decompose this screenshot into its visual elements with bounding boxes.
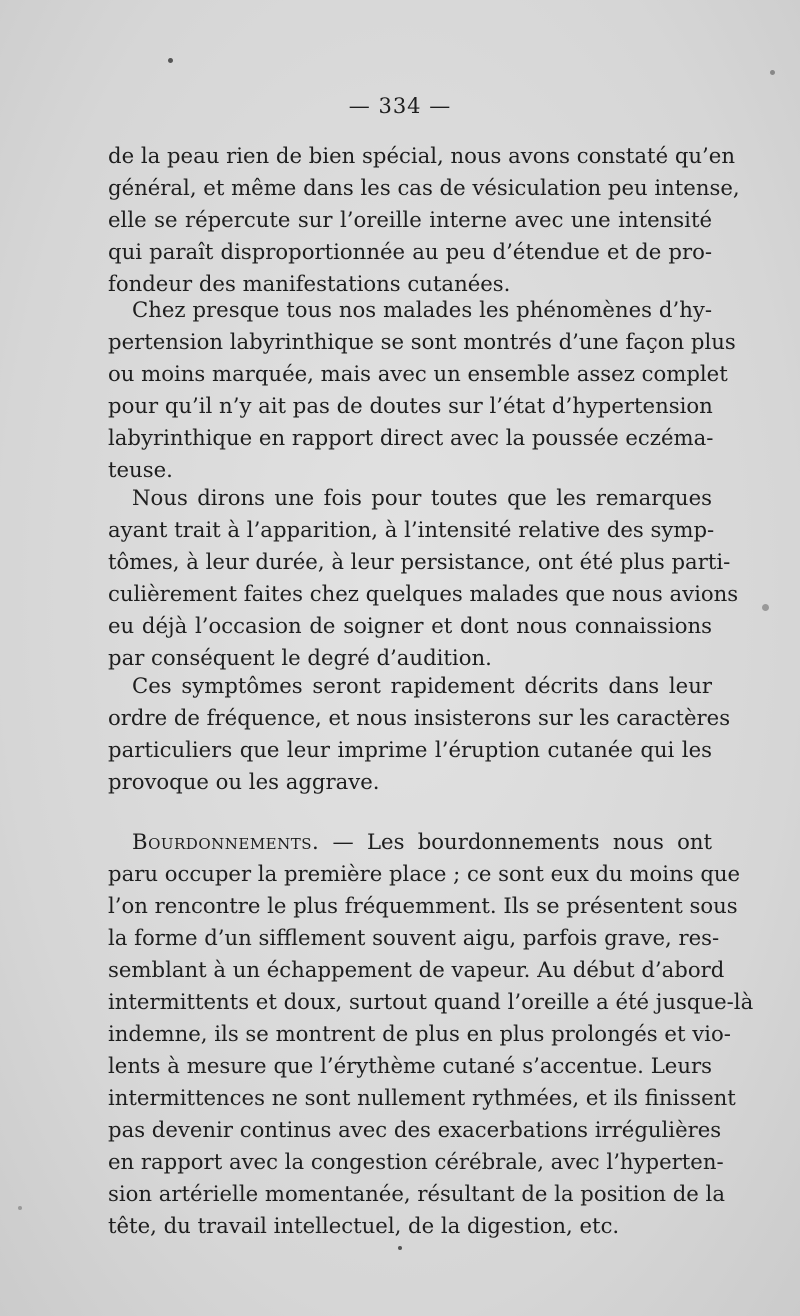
paper-speck xyxy=(762,604,769,611)
paragraph-1 xyxy=(108,140,740,300)
text-line: tômes, à leur durée, à leur persistance, ont été plus parti- xyxy=(108,549,731,574)
text-line: indemne, ils se montrent de plus en plus prolongés et vio- xyxy=(108,1021,731,1046)
text-line: en rapport avec la congestion cérébrale, avec l’hyperten- xyxy=(108,1149,724,1174)
paper-speck xyxy=(398,1246,402,1250)
text-line: la forme d’un sifflement souvent aigu, parfois grave, res- xyxy=(108,925,720,950)
paper-speck xyxy=(18,1206,22,1210)
text-line: paru occuper la première place ; ce sont eux du moins que xyxy=(108,861,741,886)
paragraph-2 xyxy=(108,294,736,486)
text-line: pour qu’il n’y ait pas de doutes sur l’état d’hypertension xyxy=(108,393,713,418)
text-line: tête, du travail intellectuel, de la digestion, etc. xyxy=(108,1213,620,1238)
text-line: eu déjà l’occasion de soigner et dont nous connaissions xyxy=(108,613,712,638)
text-line xyxy=(108,826,712,858)
text-line: qui paraît disproportionnée au peu d’étendue et de pro- xyxy=(108,239,712,264)
text-line: l’on rencontre le plus fréquemment. Ils se présentent sous xyxy=(108,893,738,918)
section-heading: Bourdonnements. xyxy=(132,829,320,854)
text-line: labyrinthique en rapport direct avec la poussée eczéma- xyxy=(108,425,714,450)
text-line: pas devenir continus avec des exacerbations irrégulières xyxy=(108,1117,722,1142)
text-line: particuliers que leur imprime l’éruption cutanée qui les xyxy=(108,737,712,762)
text-line: sion artérielle momentanée, résultant de la position de la xyxy=(108,1181,725,1206)
heading-continuation: — Les bourdonnements nous ont xyxy=(319,829,712,854)
text-line: de la peau rien de bien spécial, nous avons constaté qu’en xyxy=(108,143,735,168)
text-line: pertension labyrinthique se sont montrés d’une façon plus xyxy=(108,329,736,354)
text-line: intermittences ne sont nullement rythmées, et ils finissent xyxy=(108,1085,736,1110)
text-line: par conséquent le degré d’audition. xyxy=(108,645,492,670)
paragraph-4 xyxy=(108,670,731,798)
text-line: Chez presque tous nos malades les phénomènes d’hy- xyxy=(132,297,712,322)
text-line: ayant trait à l’apparition, à l’intensité relative des symp- xyxy=(108,517,715,542)
text-line: Nous dirons une fois pour toutes que les remarques xyxy=(132,485,712,510)
text-line: ou moins marquée, mais avec un ensemble assez complet xyxy=(108,361,728,386)
text-line: fondeur des manifestations cutanées. xyxy=(108,271,511,296)
paper-speck xyxy=(168,58,173,63)
text-line: teuse. xyxy=(108,457,173,482)
text-line: intermittents et doux, surtout quand l’oreille a été jusque-là xyxy=(108,989,754,1014)
text-line: ordre de fréquence, et nous insisterons sur les caractères xyxy=(108,705,731,730)
paragraph-3 xyxy=(108,482,739,674)
text-line: lents à mesure que l’érythème cutané s’accentue. Leurs xyxy=(108,1053,712,1078)
text-line: semblant à un échappement de vapeur. Au début d’abord xyxy=(108,957,725,982)
paragraph-5 xyxy=(108,826,754,1242)
page-number: — 334 — xyxy=(348,94,452,118)
text-line: provoque ou les aggrave. xyxy=(108,769,380,794)
text-line: culièrement faites chez quelques malades que nous avions xyxy=(108,581,739,606)
text-line: elle se répercute sur l’oreille interne avec une intensité xyxy=(108,207,712,232)
text-line: Ces symptômes seront rapidement décrits dans leur xyxy=(132,673,712,698)
paper-speck xyxy=(770,70,775,75)
text-line: général, et même dans les cas de vésiculation peu intense, xyxy=(108,175,740,200)
